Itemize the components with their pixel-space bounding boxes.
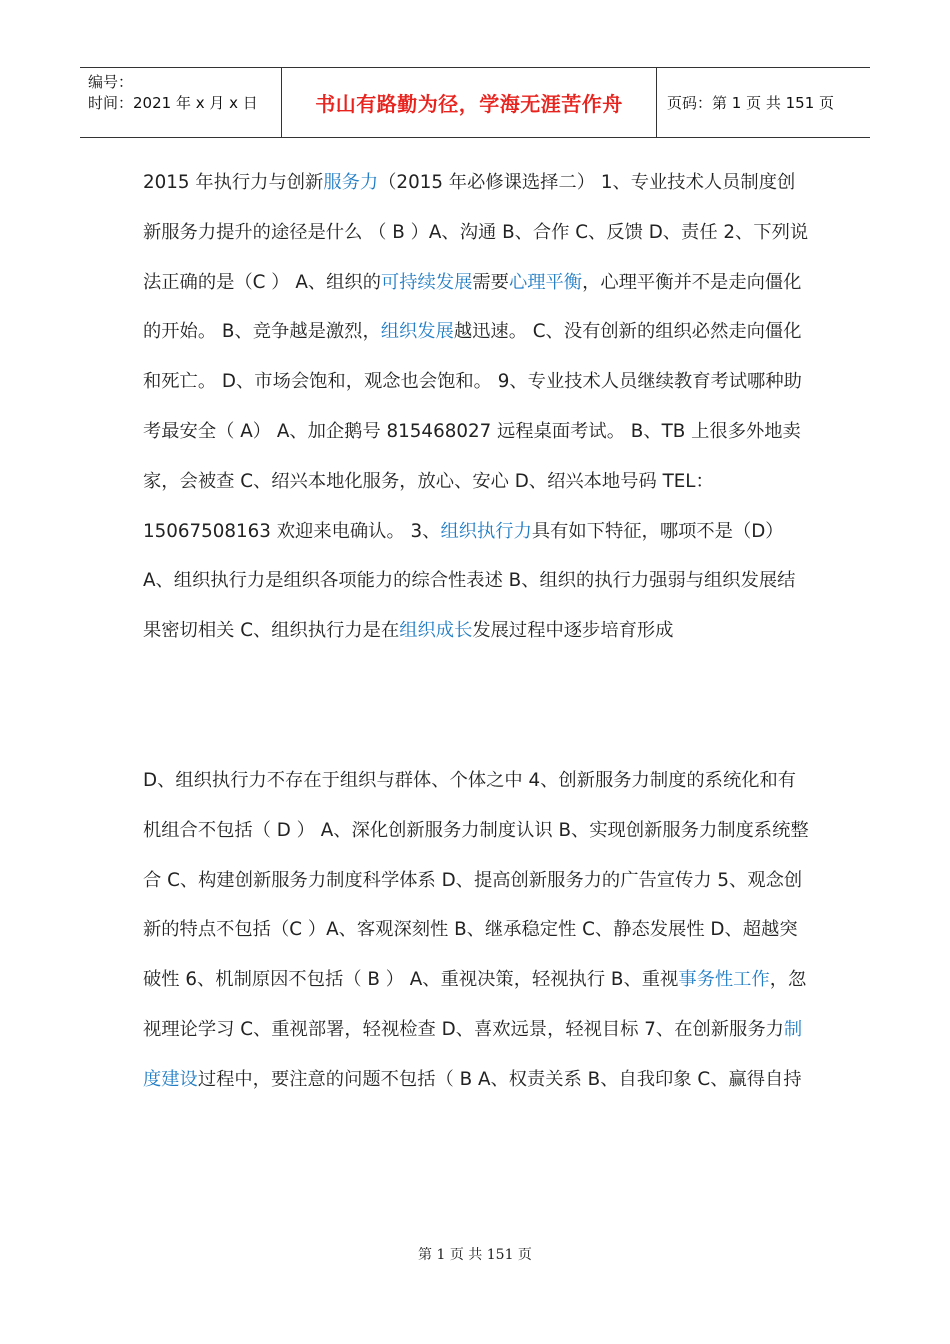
text-run: 过程中，要注意的问题不包括（ B A、权责关系 B、自我印象 C、赢得自持: [197, 1068, 802, 1090]
time-label: 时间：2021 年 x 月 x 日: [88, 94, 258, 112]
link-routine-work[interactable]: 事务性工作: [678, 969, 770, 991]
text-run: 越迅速。 C、没有创新的组织必然走向僵化和死亡。 D、市场会饱和，观念也会饱和。 9、专业技术人员继续教育考试哪种助考最安全（ A） A、加企鹅号 815468027 远程桌面考试。 B、TB 上很多外地卖家，会被查 C、绍兴本地化服务，放心、安心 D、绍兴本地号码 TEL：15067508163 欢迎来电确认。 3、: [143, 321, 802, 542]
number-label: 编号：: [88, 73, 134, 91]
text-run: ，忽视理论学习 C、重视部署，轻视检查 D、喜欢远景，轻视目标 7、在创新服务力: [143, 969, 807, 1040]
link-psychological-balance[interactable]: 心理平衡: [508, 271, 583, 293]
text-run: D、组织执行力不存在于组织与群体、个体之中 4、创新服务力制度的系统化和有机组合不包括（ D ） A、深化创新服务力制度认识 B、实现创新服务力制度系统整合 C、构建创新服务力制度科学体系 D、提高创新服务力的广告宣传力 5、观念创新的特点不包括（C ）A、客观深刻性 B、继承稳定性 C、静态发展性 D、超越突破性 6、机制原因不包括（ B ） A、重视决策，轻视执行 B、重视: [143, 770, 809, 991]
paragraph-1: [143, 158, 813, 656]
page-footer: [0, 1244, 950, 1264]
page-info-text: 页码：第 1 页 共 151 页: [667, 94, 835, 112]
text-run: 2015 年执行力与创新: [143, 172, 324, 193]
paragraph-2: [143, 756, 813, 1105]
link-organization-execution[interactable]: 组织执行力: [440, 520, 532, 542]
link-organization-development[interactable]: 组织发展: [380, 321, 454, 343]
header-page-info: [657, 68, 870, 137]
motto-text: 书山有路勤为径，学海无涯苦作舟: [315, 92, 623, 116]
document-header: [80, 67, 870, 138]
link-sustainable-development[interactable]: 可持续发展: [381, 271, 473, 293]
link-system-building[interactable]: 制度建设: [143, 1018, 803, 1090]
text-run: 具有如下特征，哪项不是（D） A、组织执行力是组织各项能力的综合性表述 B、组织的执行力强弱与组织发展结果密切相关 C、组织执行力是在: [143, 520, 796, 642]
header-meta: [80, 68, 282, 137]
header-motto-cell: [282, 68, 657, 137]
text-run: 需要: [472, 271, 509, 293]
text-run: 发展过程中逐步培育形成: [472, 620, 674, 642]
footer-page-number: 第 1 页 共 151 页: [418, 1247, 532, 1263]
text-run: ，心理平衡并不是走向僵化的开始。 B、竞争越是激烈，: [143, 271, 802, 343]
text-run: （2015 年必修课选择二） 1、专业技术人员制度创新服务力提升的途径是什么 （ B ）A、沟通 B、合作 C、反馈 D、责任 2、下列说法正确的是（C ） A、组织的: [143, 172, 809, 293]
link-service-power[interactable]: 服务力: [323, 172, 379, 193]
link-organization-growth[interactable]: 组织成长: [399, 620, 473, 642]
